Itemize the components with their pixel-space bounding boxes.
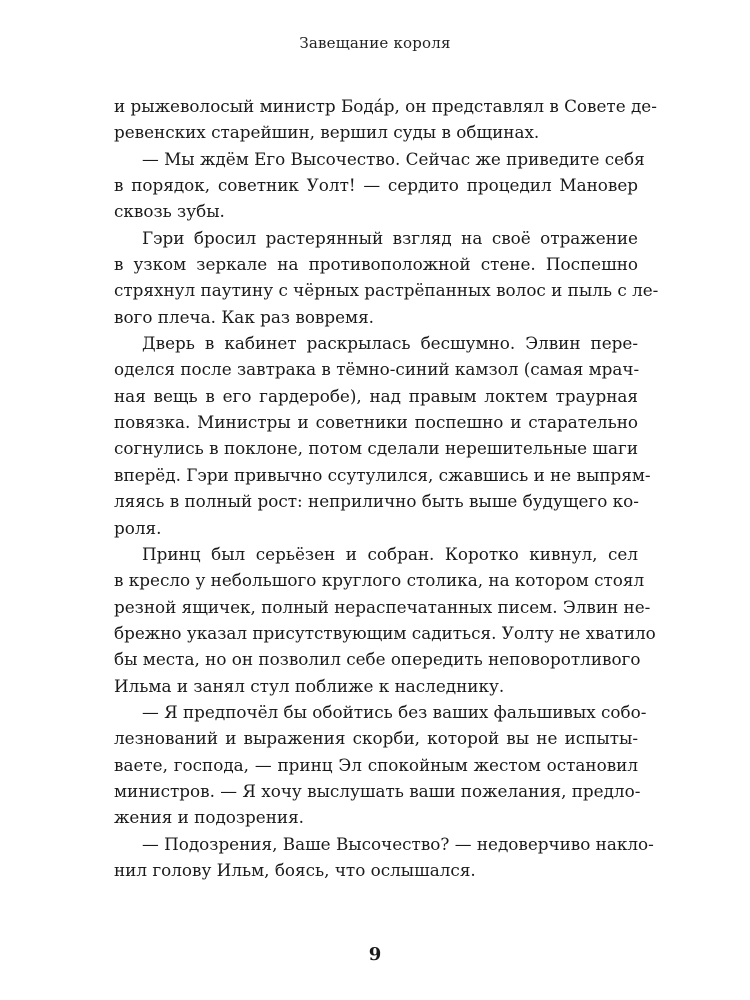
text-line: согнулись в поклоне, потом сделали нерешительные шаги	[114, 438, 638, 459]
text-line: резной ящичек, полный нераспечатанных писем. Элвин не-	[114, 596, 651, 617]
running-head: Завещание короля	[299, 34, 451, 52]
text-line: ваете, господа, — принц Эл спокойным жестом остановил	[114, 754, 638, 775]
body-text	[114, 93, 659, 883]
text-line: Ильма и занял стул поближе к наследнику.	[114, 675, 505, 696]
text-line: Принц был серьёзен и собран. Коротко кивнул, сел	[142, 543, 638, 564]
text-line: — Мы ждём Его Высочество. Сейчас же приведите себя	[142, 148, 645, 169]
text-line: вого плеча. Как раз вовремя.	[114, 306, 375, 327]
text-line: стряхнул паутину с чёрных растрёпанных волос и пыль с ле-	[114, 280, 659, 301]
text-line: бы места, но он позволил себе опередить неповоротливого	[114, 649, 641, 670]
page-number: 9	[368, 944, 382, 965]
text-line: в кресло у небольшого круглого столика, на котором стоял	[114, 570, 645, 591]
text-line: Дверь в кабинет раскрылась бесшумно. Элвин пере-	[142, 333, 638, 354]
text-line: сквозь зубы.	[114, 201, 225, 222]
text-line: нил голову Ильм, боясь, что ослышался.	[114, 859, 476, 880]
text-line: — Я предпочёл бы обойтись без ваших фальшивых собо-	[142, 701, 647, 722]
text-line: жения и подозрения.	[114, 807, 305, 828]
text-line: лезнований и выражения скорби, которой вы не испыты-	[114, 728, 638, 749]
text-line: — Подозрения, Ваше Высочество? — недоверчиво накло-	[142, 833, 654, 854]
text-line: и рыжеволосый министр Бода́р, он представлял в Совете де-	[114, 96, 657, 116]
text-line: вперёд. Гэри привычно ссутулился, сжавшись и не выпрям-	[114, 464, 651, 485]
text-line: министров. — Я хочу выслушать ваши пожелания, предло-	[114, 780, 641, 801]
text-line: ная вещь в его гардеробе), над правым локтем траурная	[114, 385, 638, 406]
text-line: ляясь в полный рост: неприлично быть выше будущего ко-	[114, 491, 639, 512]
text-line: ревенских старейшин, вершил суды в общинах.	[114, 122, 540, 143]
text-line: повязка. Министры и советники поспешно и старательно	[114, 412, 638, 433]
text-line: оделся после завтрака в тёмно-синий камзол (самая мрач-	[114, 359, 640, 380]
text-line: в узком зеркале на противоположной стене. Поспешно	[114, 254, 638, 275]
text-line: брежно указал присутствующим садиться. Уолту не хватило	[114, 622, 656, 643]
text-line: роля.	[114, 517, 162, 538]
text-line: Гэри бросил растерянный взгляд на своё отражение	[142, 227, 638, 248]
text-line: в порядок, советник Уолт! — сердито процедил Мановер	[114, 175, 638, 196]
